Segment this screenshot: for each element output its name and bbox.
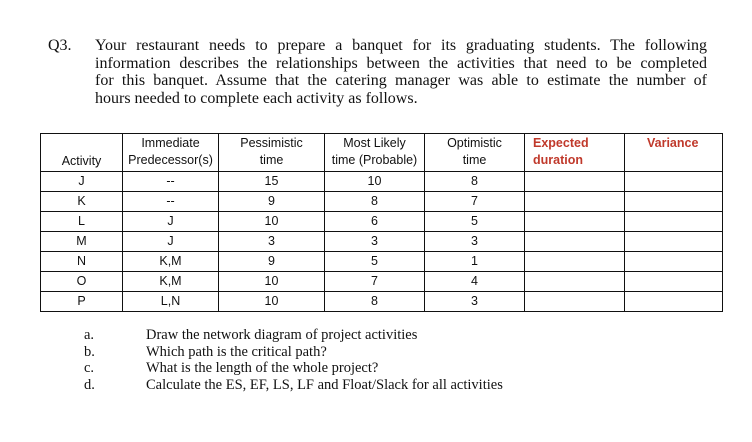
cell-pessimistic: 9 — [219, 192, 325, 212]
list-item — [84, 344, 503, 361]
cell-expected[interactable] — [525, 172, 625, 192]
subquestion-letter: b. — [84, 343, 95, 360]
cell-most-likely: 5 — [325, 252, 425, 272]
question-line: information describes the relationships between the activities that need to be completed — [95, 54, 707, 72]
header-activity: Activity — [41, 134, 123, 172]
cell-pessimistic: 10 — [219, 292, 325, 312]
cell-predecessors: -- — [123, 172, 219, 192]
cell-activity: L — [41, 212, 123, 232]
cell-optimistic: 3 — [425, 232, 525, 252]
cell-activity: J — [41, 172, 123, 192]
cell-optimistic: 8 — [425, 172, 525, 192]
cell-variance[interactable] — [625, 212, 723, 232]
subquestion-text: Which path is the critical path? — [146, 343, 327, 360]
table-row — [41, 232, 723, 252]
cell-predecessors: J — [123, 212, 219, 232]
cell-optimistic: 1 — [425, 252, 525, 272]
list-item — [84, 327, 503, 344]
header-expected-duration — [525, 134, 625, 172]
header-line: Immediate — [141, 136, 200, 150]
question-line: hours needed to complete each activity as follows. — [95, 89, 418, 107]
activity-table — [40, 133, 723, 312]
question-line: Your restaurant needs to prepare a banquet for its graduating students. The following — [95, 37, 707, 54]
cell-variance[interactable] — [625, 172, 723, 192]
header-pessimistic — [219, 134, 325, 172]
question-text — [95, 37, 707, 107]
cell-activity: M — [41, 232, 123, 252]
table-row — [41, 192, 723, 212]
cell-pessimistic: 15 — [219, 172, 325, 192]
header-variance — [625, 134, 723, 172]
subquestion-letter: d. — [84, 376, 95, 393]
cell-optimistic: 3 — [425, 292, 525, 312]
cell-pessimistic: 3 — [219, 232, 325, 252]
header-optimistic — [425, 134, 525, 172]
cell-predecessors: K,M — [123, 272, 219, 292]
list-item — [84, 360, 503, 377]
cell-most-likely: 6 — [325, 212, 425, 232]
cell-activity: O — [41, 272, 123, 292]
cell-expected[interactable] — [525, 212, 625, 232]
cell-optimistic: 4 — [425, 272, 525, 292]
cell-optimistic: 5 — [425, 212, 525, 232]
header-line: Variance — [647, 136, 699, 150]
cell-variance[interactable] — [625, 232, 723, 252]
subquestion-text: Draw the network diagram of project activities — [146, 327, 418, 343]
header-line: duration — [533, 153, 583, 167]
cell-most-likely: 7 — [325, 272, 425, 292]
table-row — [41, 212, 723, 232]
question-label: Q3. — [48, 37, 72, 54]
cell-pessimistic: 10 — [219, 212, 325, 232]
table-row — [41, 292, 723, 312]
cell-expected[interactable] — [525, 192, 625, 212]
header-most-likely — [325, 134, 425, 172]
cell-activity: N — [41, 252, 123, 272]
cell-predecessors: J — [123, 232, 219, 252]
cell-variance[interactable] — [625, 272, 723, 292]
cell-predecessors: K,M — [123, 252, 219, 272]
table-row — [41, 252, 723, 272]
header-predecessor — [123, 134, 219, 172]
header-line: time — [462, 153, 487, 167]
subquestion-text: What is the length of the whole project? — [146, 360, 379, 376]
question-line: for this banquet. Assume that the catering manager was able to estimate the number of — [95, 72, 707, 89]
header-line: time (Probable) — [331, 153, 418, 167]
cell-variance[interactable] — [625, 252, 723, 272]
cell-most-likely: 10 — [325, 172, 425, 192]
cell-expected[interactable] — [525, 272, 625, 292]
subquestion-list — [84, 327, 503, 393]
subquestion-text: Calculate the ES, EF, LS, LF and Float/Slack for all activities — [146, 376, 503, 393]
subquestion-letter: c. — [84, 360, 95, 376]
cell-most-likely: 8 — [325, 192, 425, 212]
cell-variance[interactable] — [625, 192, 723, 212]
cell-most-likely: 3 — [325, 232, 425, 252]
cell-pessimistic: 10 — [219, 272, 325, 292]
header-line: Expected — [533, 136, 589, 150]
header-line: Most Likely — [343, 136, 406, 150]
header-line: Predecessor(s) — [128, 153, 213, 167]
cell-pessimistic: 9 — [219, 252, 325, 272]
header-line: time — [259, 153, 284, 167]
cell-predecessors: -- — [123, 192, 219, 212]
cell-predecessors: L,N — [123, 292, 219, 312]
cell-expected[interactable] — [525, 292, 625, 312]
table-header-row — [41, 134, 723, 172]
table-row — [41, 172, 723, 192]
header-line: Pessimistic — [240, 136, 303, 150]
cell-activity: K — [41, 192, 123, 212]
cell-variance[interactable] — [625, 292, 723, 312]
cell-expected[interactable] — [525, 232, 625, 252]
cell-most-likely: 8 — [325, 292, 425, 312]
cell-optimistic: 7 — [425, 192, 525, 212]
cell-activity: P — [41, 292, 123, 312]
subquestion-letter: a. — [84, 327, 95, 343]
header-line: Optimistic — [447, 136, 502, 150]
table-row — [41, 272, 723, 292]
list-item — [84, 377, 503, 394]
cell-expected[interactable] — [525, 252, 625, 272]
